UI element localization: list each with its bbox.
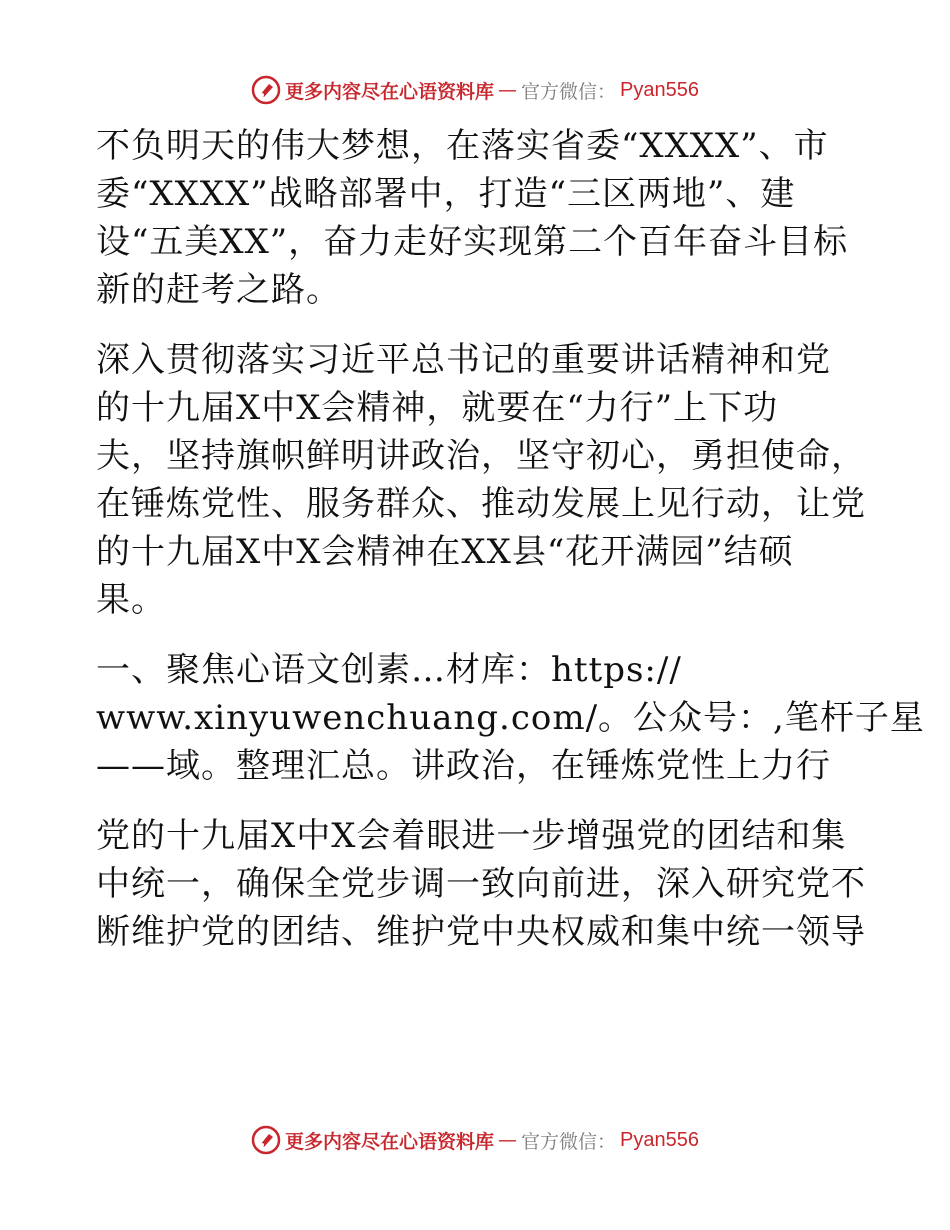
text-line: 一、聚焦心语文创素…材库：https:// <box>96 650 682 690</box>
text-line: 新的赶考之路。 <box>96 270 341 310</box>
text-line: 夫，坚持旗帜鲜明讲政治，坚守初心，勇担使命， <box>96 436 866 476</box>
text-line: 设“五美XX”，奋力走好实现第二个百年奋斗目标 <box>96 222 849 262</box>
text-line: 党的十九届X中X会着眼进一步增强党的团结和集 <box>96 816 847 856</box>
footer-watermark-banner <box>0 1120 950 1160</box>
header-banner-inner <box>251 75 699 105</box>
paragraph-1 <box>96 122 866 314</box>
footer-wechat-id: Pyan556 <box>620 1128 699 1151</box>
text-line: 果。 <box>96 580 166 620</box>
text-line: 在锤炼党性、服务群众、推动发展上见行动，让党 <box>96 484 866 524</box>
text-line: 深入贯彻落实习近平总书记的重要讲话精神和党 <box>96 340 831 380</box>
document-body <box>96 122 925 978</box>
footer-official-label: 官方微信： <box>521 1130 617 1153</box>
text-line: www.xinyuwenchuang.com/。公众号：,笔杆子星 <box>96 698 925 738</box>
paragraph-4 <box>96 812 866 956</box>
header-watermark-banner <box>0 70 950 110</box>
text-line: 断维护党的团结、维护党中央权威和集中统一领导 <box>96 912 866 952</box>
header-wechat-id: Pyan556 <box>620 78 699 101</box>
text-line: 委“XXXX”战略部署中，打造“三区两地”、建 <box>96 174 796 214</box>
header-official-label: 官方微信： <box>521 80 617 103</box>
text-line: 不负明天的伟大梦想，在落实省委“XXXX”、市 <box>96 126 829 166</box>
footer-dash: — <box>498 1129 518 1151</box>
pen-nib-logo-icon <box>251 75 281 105</box>
text-line: 中统一，确保全党步调一致向前进，深入研究党不 <box>96 864 866 904</box>
text-line: 的十九届X中X会精神在XX县“花开满园”结硕 <box>96 532 794 572</box>
text-line: 的十九届X中X会精神，就要在“力行”上下功 <box>96 388 779 428</box>
paragraph-2 <box>96 336 866 624</box>
text-line: ——域。整理汇总。讲政治，在锤炼党性上力行 <box>96 746 831 786</box>
header-brand-text: 更多内容尽在心语资料库 <box>285 80 495 103</box>
pen-nib-logo-icon <box>251 1125 281 1155</box>
footer-brand-text: 更多内容尽在心语资料库 <box>285 1130 495 1153</box>
header-dash: — <box>498 79 518 101</box>
footer-banner-inner <box>251 1125 699 1155</box>
paragraph-3-section-heading <box>96 646 925 790</box>
